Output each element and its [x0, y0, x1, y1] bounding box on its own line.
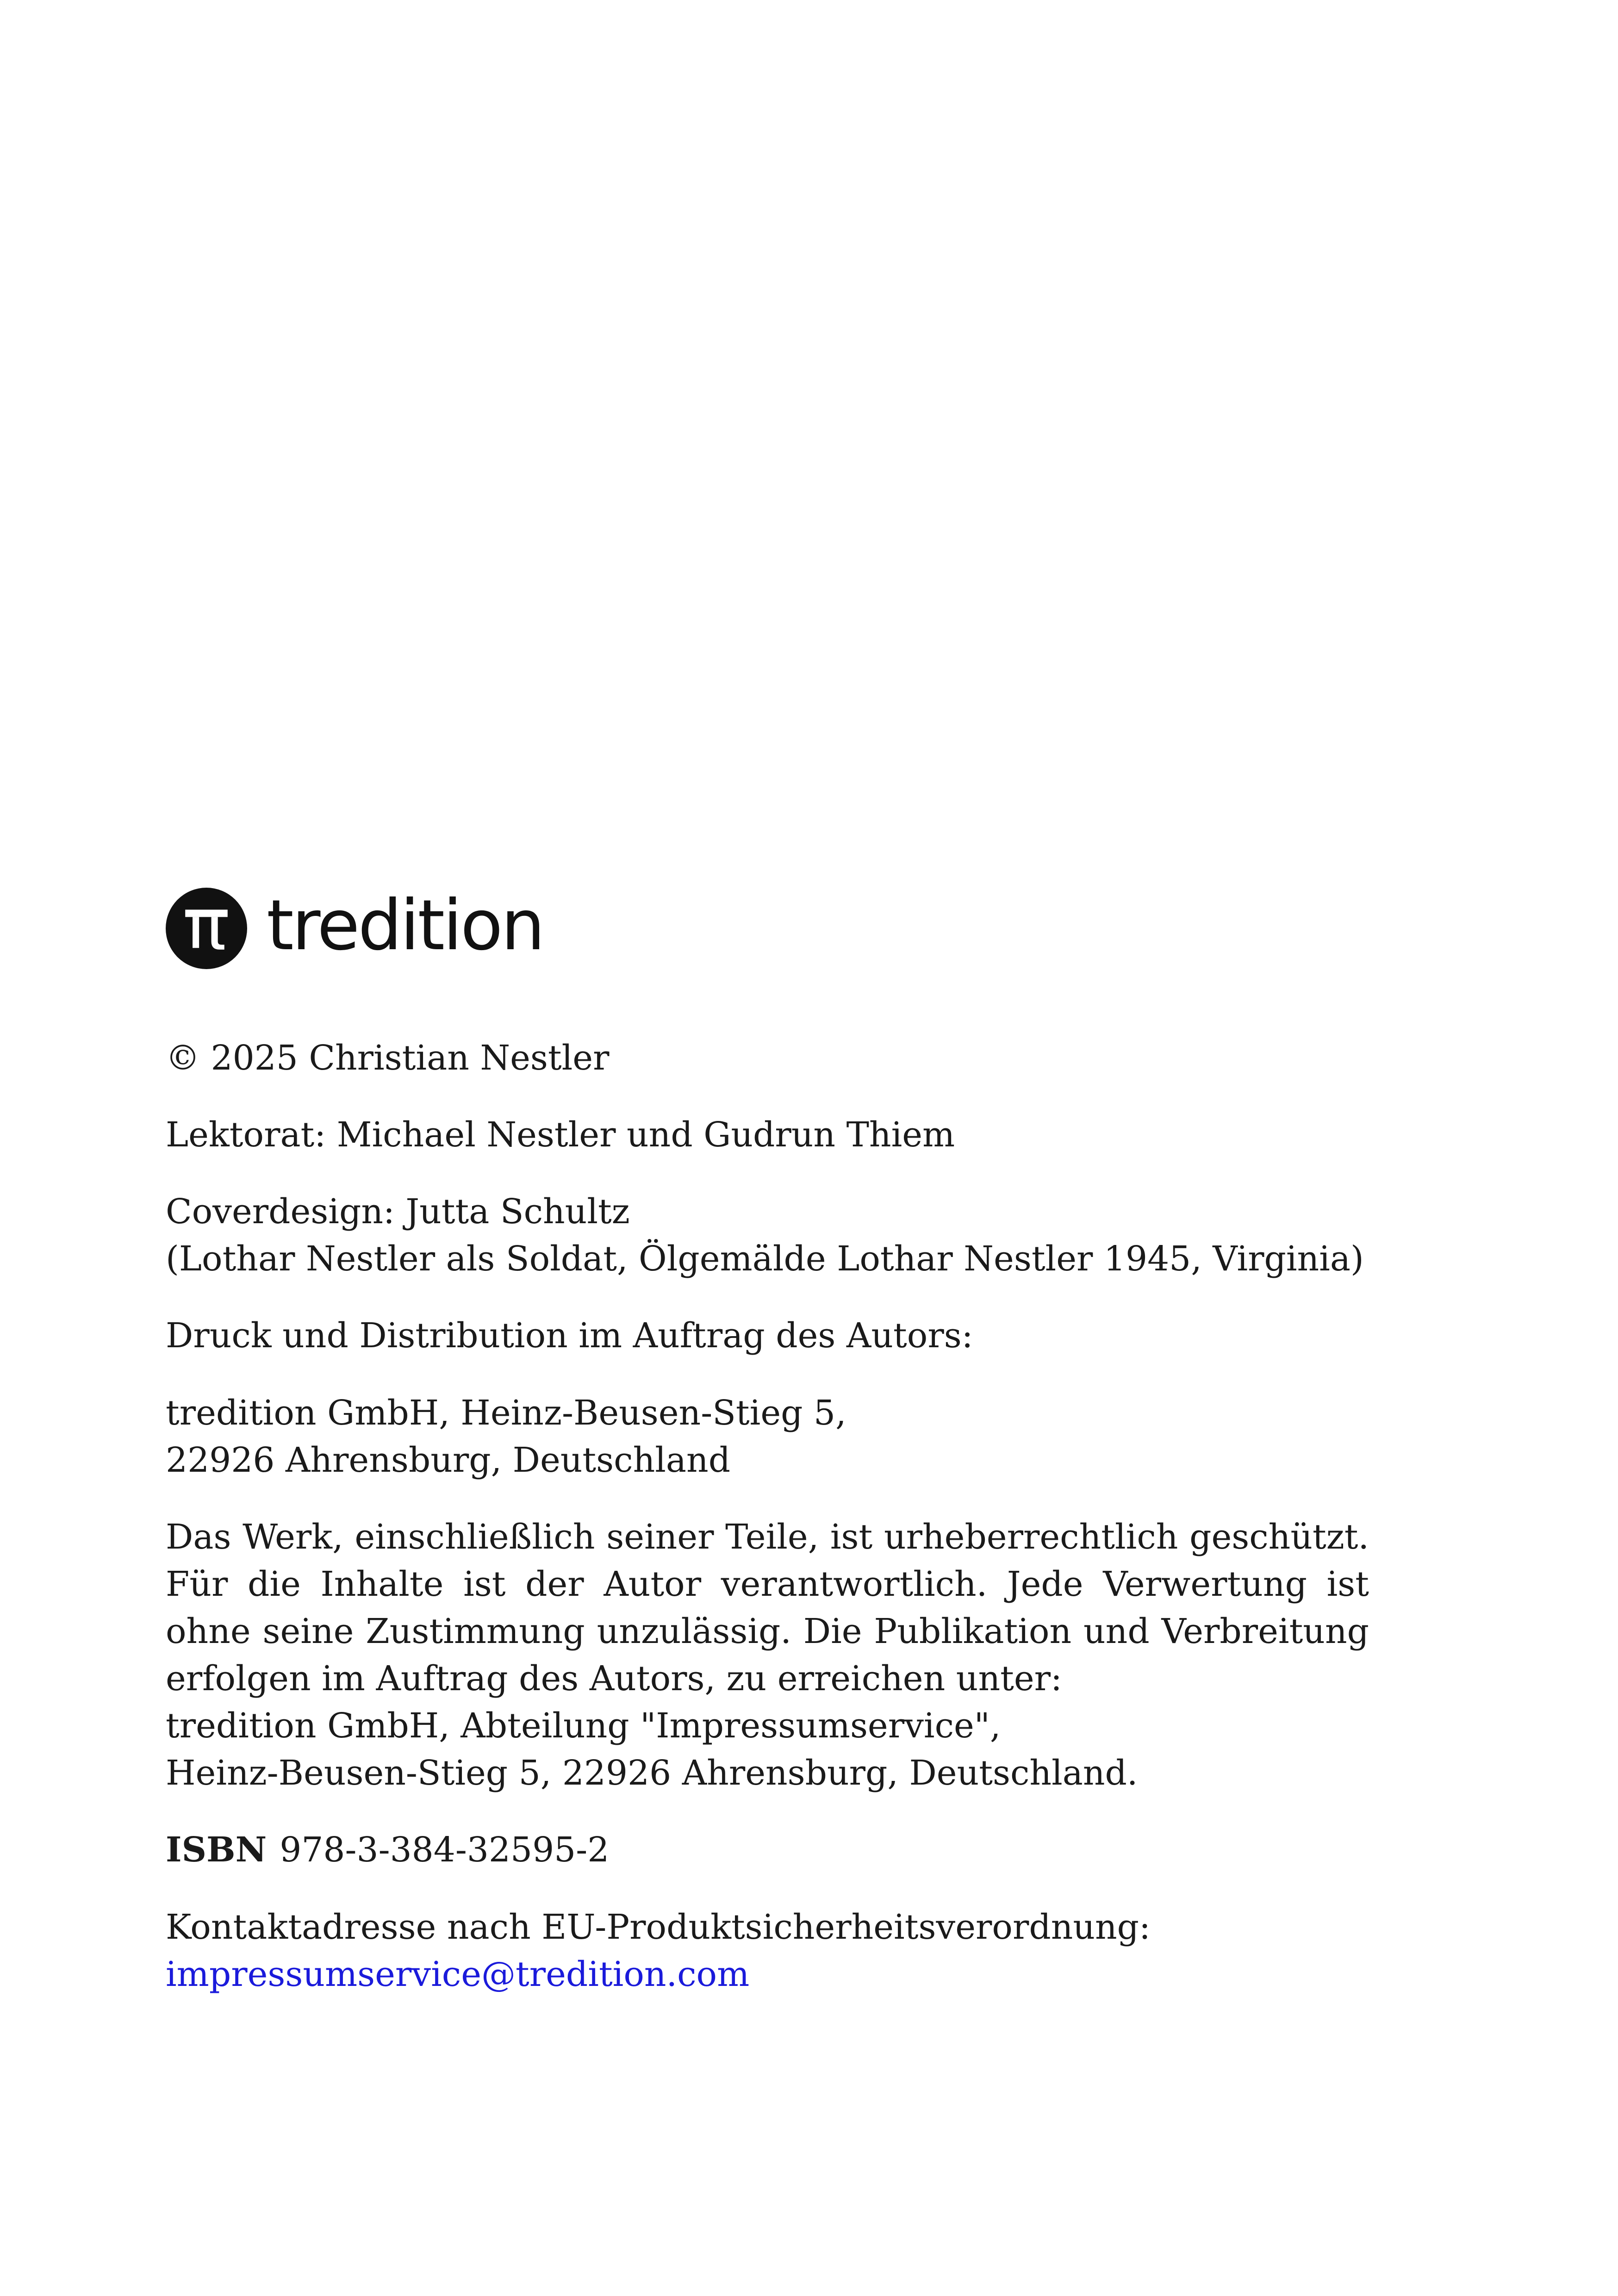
- legal-line: tredition GmbH, Abteilung "Impressumservice",: [166, 1706, 1001, 1746]
- isbn-line: [166, 1826, 1369, 1873]
- isbn-label: ISBN: [166, 1830, 267, 1870]
- address-line-1: tredition GmbH, Heinz-Beusen-Stieg 5,: [166, 1393, 846, 1433]
- imprint-text: [166, 1034, 1369, 1998]
- cover-note-line: (Lothar Nestler als Soldat, Ölgemälde Lothar Nestler 1945, Virginia): [166, 1239, 1364, 1279]
- publisher-logo: [166, 887, 543, 970]
- contact-label: Kontaktadresse nach EU-Produktsicherheitsverordnung:: [166, 1907, 1151, 1947]
- legal-line: erfolgen im Auftrag des Autors, zu erreichen unter:: [166, 1659, 1062, 1699]
- contact-email-link[interactable]: impressumservice@tredition.com: [166, 1954, 750, 1994]
- contact-email-line: [166, 1951, 1369, 1998]
- publisher-wordmark: tredition: [267, 885, 543, 966]
- legal-line: Das Werk, einschließlich seiner Teile, ist urheberrechtlich geschützt.: [166, 1517, 1369, 1557]
- address-line-2: 22926 Ahrensburg, Deutschland: [166, 1440, 731, 1480]
- legal-line: Heinz-Beusen-Stieg 5, 22926 Ahrensburg, Deutschland.: [166, 1753, 1138, 1793]
- tredition-logo-icon: [166, 888, 247, 969]
- legal-line: Für die Inhalte ist der Autor verantwortlich. Jede Verwertung ist: [166, 1564, 1369, 1604]
- coverdesign-line: Coverdesign: Jutta Schultz: [166, 1192, 630, 1232]
- legal-notice: [166, 1513, 1369, 1797]
- lektorat-line: Lektorat: Michael Nestler und Gudrun Thiem: [166, 1115, 955, 1155]
- isbn-value: 978-3-384-32595-2: [280, 1830, 610, 1870]
- druck-line: Druck und Distribution im Auftrag des Autors:: [166, 1316, 973, 1356]
- copyright-line: © 2025 Christian Nestler: [166, 1038, 610, 1078]
- legal-line: ohne seine Zustimmung unzulässig. Die Publikation und Verbreitung: [166, 1611, 1369, 1651]
